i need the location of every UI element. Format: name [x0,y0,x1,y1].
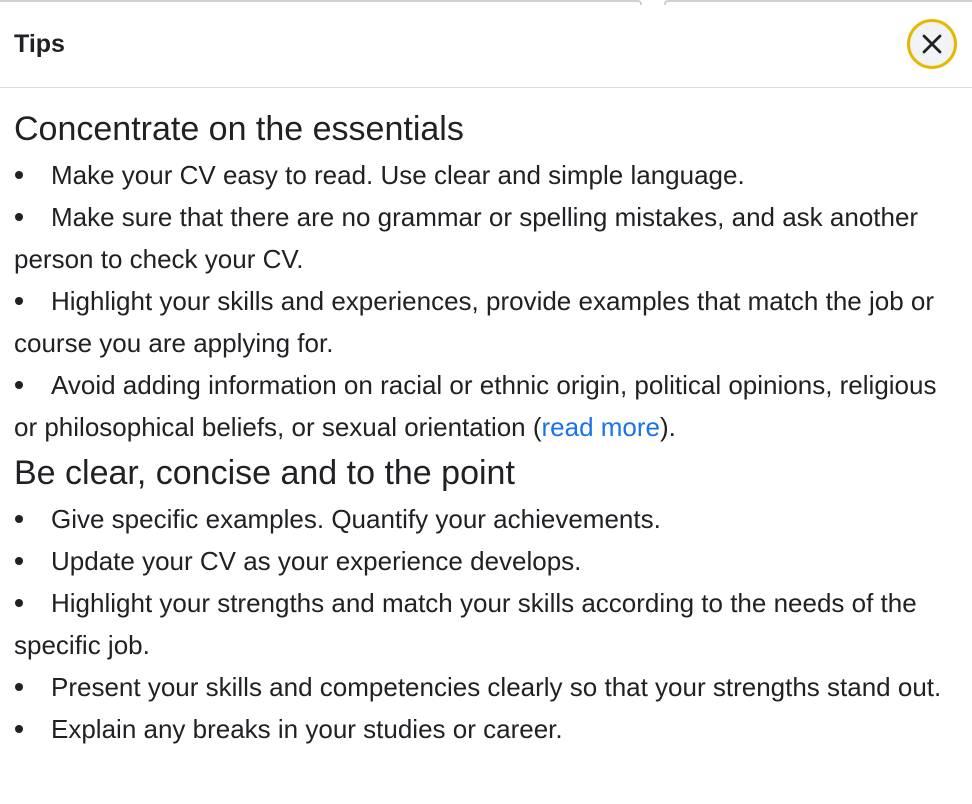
tip-item [14,364,960,448]
tip-text: Explain any breaks in your studies or career. [51,714,563,744]
tip-text: Give specific examples. Quantify your achievements. [51,504,661,534]
section-title-essentials: Concentrate on the essentials [14,110,464,148]
dialog-title: Tips [14,30,65,58]
tip-item [14,582,960,666]
dialog-header [0,3,972,88]
tip-item [14,280,960,364]
tip-text: Avoid adding information on racial or ethnic origin, political opinions, religious or philosophical beliefs, or sexual orientation ( [14,370,937,442]
section-title-be-clear: Be clear, concise and to the point [14,454,515,492]
close-button[interactable] [907,19,957,69]
tip-text: Update your CV as your experience develops. [51,546,582,576]
tip-item [14,708,960,750]
tip-text: Make sure that there are no grammar or spelling mistakes, and ask another person to check your CV. [14,202,919,274]
close-icon [921,33,943,55]
tip-text-end: ). [660,412,676,442]
read-more-link[interactable]: read more [541,412,661,442]
tip-item [14,196,960,280]
bullet-icon [14,280,51,322]
tips-content [14,104,960,750]
tip-text: Highlight your strengths and match your skills according to the needs of the specific job. [14,588,917,660]
tip-text: Make your CV easy to read. Use clear and simple language. [51,160,745,190]
bullet-icon [14,364,51,406]
tip-item [14,666,960,708]
bullet-icon [14,582,51,624]
bullet-icon [14,154,51,196]
bullet-icon [14,498,51,540]
bullet-icon [14,708,51,750]
tip-item [14,498,960,540]
tip-text: Present your skills and competencies clearly so that your strengths stand out. [51,672,942,702]
bullet-icon [14,196,51,238]
bullet-icon [14,666,51,708]
tip-item [14,540,960,582]
bullet-icon [14,540,51,582]
tip-item [14,154,960,196]
tip-text: Highlight your skills and experiences, provide examples that match the job or course you are applying for. [14,286,935,358]
